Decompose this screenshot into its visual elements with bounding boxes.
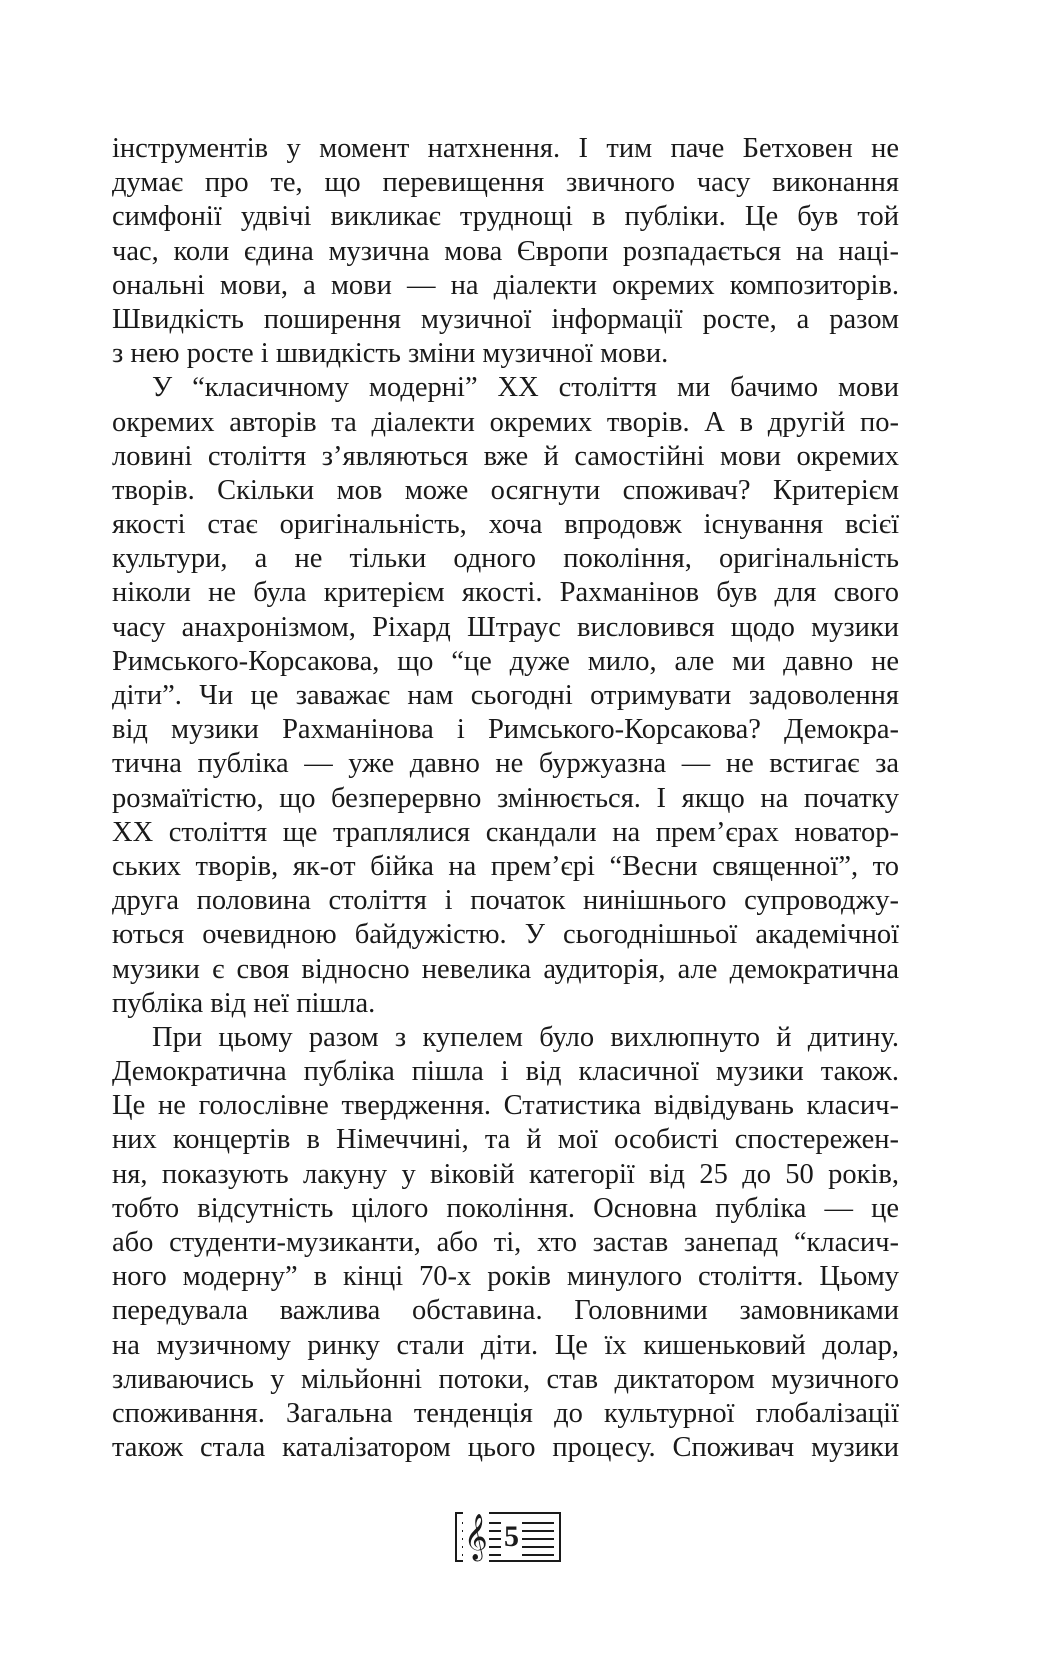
text-line: друга половина століття і початок нинішнього супроводжу- bbox=[112, 885, 899, 917]
text-line: зливаючись у мільйонні потоки, став диктатором музичного bbox=[112, 1363, 899, 1395]
text-line: Римського-Корсакова, що “це дуже мило, але ми давно не bbox=[112, 645, 899, 677]
text-line: Це не голослівне твердження. Статистика відвідувань класич- bbox=[112, 1090, 899, 1122]
page-folio bbox=[455, 1512, 561, 1562]
text-line: або студенти-музиканти, або ті, хто застав занепад “класич- bbox=[112, 1227, 899, 1258]
text-line: споживання. Загальна тенденція до культурної глобалізації bbox=[112, 1397, 899, 1429]
text-line: окремих авторів та діалекти окремих творів. А в другій по- bbox=[112, 406, 899, 438]
text-line: ного модерну” в кінці 70-х років минулого століття. Цьому bbox=[112, 1261, 899, 1293]
page-text bbox=[112, 132, 899, 1465]
text-line: діти”. Чи це заважає нам сьогодні отримувати задоволення bbox=[112, 680, 899, 711]
text-line: культури, а не тільки одного покоління, оригінальність bbox=[112, 543, 899, 575]
text-line: ональні мови, а мови — на діалекти окремих композиторів. bbox=[112, 269, 899, 301]
text-line: тична публіка — уже давно не буржуазна — не встигає за bbox=[112, 748, 899, 780]
text-line: ються очевидною байдужістю. У сьогоднішньої академічної bbox=[112, 919, 899, 951]
text-line: передувала важлива обставина. Головними замовниками bbox=[112, 1295, 899, 1327]
text-line: на музичному ринку стали діти. Це їх кишеньковий долар, bbox=[112, 1329, 899, 1361]
text-line: ня, показують лакуну у віковій категорії від 25 до 50 років, bbox=[112, 1158, 899, 1190]
text-line: також стала каталізатором цього процесу. Споживач музики bbox=[112, 1432, 899, 1464]
text-line: музики є своя відносно невелика аудиторія, але демократична bbox=[112, 953, 899, 985]
text-line: інструментів у момент натхнення. І тим паче Бетховен не bbox=[112, 133, 899, 164]
text-line: При цьому разом з купелем було вихлюпнуто й дитину. bbox=[152, 1021, 899, 1053]
text-line: ніколи не була критерієм якості. Рахманінов був для свого bbox=[112, 577, 899, 609]
text-line: з нею росте і швидкість зміни музичної мови. bbox=[112, 338, 669, 370]
text-line: час, коли єдина музична мова Європи розпадається на наці- bbox=[112, 235, 899, 267]
text-line: У “класичному модерні” XX століття ми бачимо мови bbox=[152, 372, 899, 404]
text-line: Швидкість поширення музичної інформації росте, а разом bbox=[112, 303, 899, 335]
text-line: творів. Скільки мов може осягнути споживач? Критерієм bbox=[112, 474, 899, 506]
paragraph-2 bbox=[112, 371, 899, 1021]
text-line: ських творів, як-от бійка на прем’єрі “Весни священної”, то bbox=[112, 850, 899, 882]
text-line: ловині століття з’являються вже й самостійні мови окремих bbox=[112, 440, 899, 472]
paragraph-3 bbox=[112, 1021, 899, 1465]
text-line: якості стає оригінальність, хоча впродовж існування всієї bbox=[112, 509, 899, 541]
page-number: 5 bbox=[501, 1515, 522, 1559]
text-line: симфонії удвічі викликає труднощі в публіки. Це був той bbox=[112, 201, 899, 233]
text-line: публіка від неї пішла. bbox=[112, 987, 376, 1019]
text-line: Демократична публіка пішла і від класичної музики також. bbox=[112, 1056, 899, 1088]
paragraph-1 bbox=[112, 132, 899, 371]
text-line: від музики Рахманінова і Римського-Корсакова? Демокра- bbox=[112, 714, 899, 746]
text-line: часу анахронізмом, Ріхард Штраус висловився щодо музики bbox=[112, 611, 899, 643]
text-line: розмаїтістю, що безперервно змінюється. І якщо на початку bbox=[112, 782, 899, 814]
treble-clef-icon: 𝄞 bbox=[463, 1510, 489, 1564]
text-line: думає про те, що перевищення звичного часу виконання bbox=[112, 167, 899, 199]
text-line: тобто відсутність цілого покоління. Основна публіка — це bbox=[112, 1192, 899, 1224]
text-line: XX століття ще траплялися скандали на прем’єрах новатор- bbox=[112, 816, 899, 848]
text-line: них концертів в Німеччині, та й мої особисті спостережен- bbox=[112, 1124, 899, 1156]
